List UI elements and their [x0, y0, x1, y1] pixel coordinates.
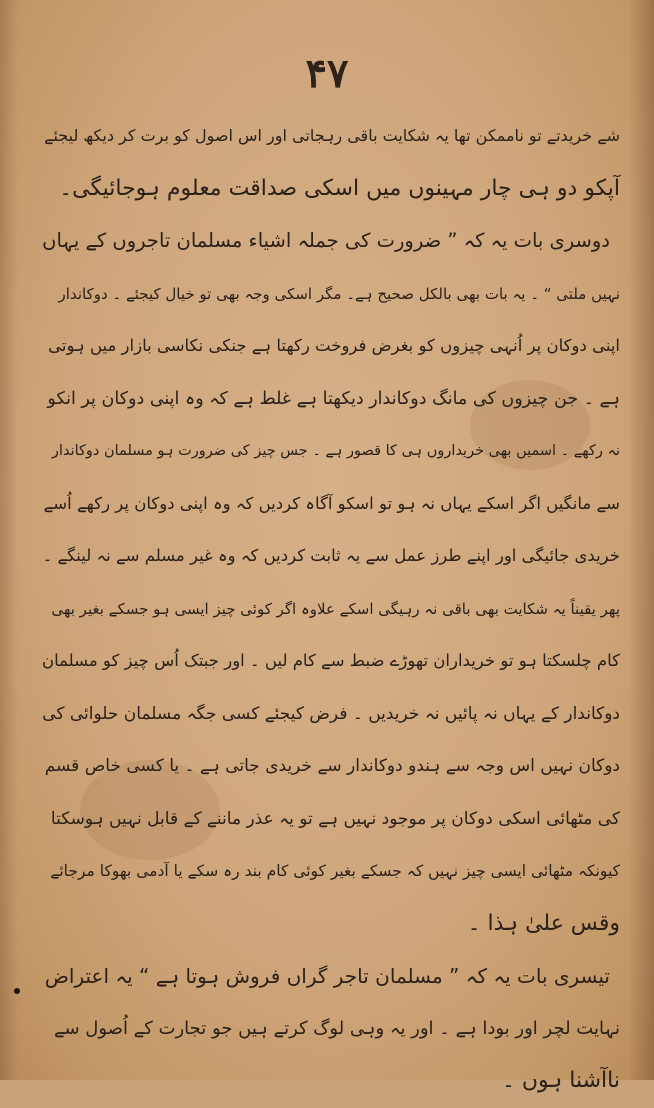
text-line: نہایت لچر اور بودا ہے ۔ اور یہ وہی لوگ کرتے ہیں جو تجارت کے اُصول سے [53, 1017, 620, 1039]
text-line: ہے ۔ جن چیزوں کی مانگ دوکاندار دیکھتا ہے غلط ہے کہ وہ اپنی دوکان پر انکو [47, 388, 620, 409]
text-line: پھر یقیناً یہ شکایت بھی باقی نہ رہیگی اسکے علاوہ اگر کوئی چیز ایسی ہو جسکے بغیر بھی [51, 599, 620, 618]
text-line: نہیں ملتی “ ۔ یہ بات بھی بالکل صحیح ہے۔ مگر اسکی وجہ بھی تو خیال کیجئے ۔ دوکاندار [58, 284, 620, 303]
page-edge-shadow-right [628, 0, 654, 1080]
body-text [42, 110, 620, 1108]
text-line: نہ رکھے ۔ اسمیں بھی خریداروں ہی کا قصور ہے ۔ جس چیز کی ضرورت ہو مسلمان دوکاندار [51, 443, 620, 459]
text-line: دوکان نہیں اس وجہ سے ہندو دوکاندار سے خریدی جاتی ہے ۔ یا کسی خاص قسم [44, 756, 620, 776]
text-line: دوسری بات یہ کہ ” ضرورت کی جملہ اشیاء مسلمان تاجروں کے یہاں [42, 229, 610, 252]
text-line: آپکو دو ہی چار مہینوں میں اسکی صداقت معلوم ہوجائیگی۔ [59, 175, 620, 201]
text-line: اپنی دوکان پر اُنہی چیزوں کو بغرض فروخت رکھتا ہے جنکی نکاسی بازار میں ہوتی [48, 336, 620, 355]
text-line: کیونکہ مٹھائی ایسی چیز نہیں کہ جسکے بغیر کوئی کام بند رہ سکے یا آدمی بھوکا مرجائے [50, 862, 620, 880]
text-line: دوکاندار کے یہاں نہ پائیں نہ خریدیں ۔ فرض کیجئے کسی جگہ مسلمان حلوائی کی [42, 703, 620, 724]
text-line: کی مٹھائی اسکی دوکان پر موجود نہیں ہے تو یہ عذر ماننے کے قابل نہیں ہوسکتا [50, 808, 620, 829]
text-line: کام چلسکتا ہو تو خریداران تھوڑے ضبط سے کام لیں ۔ اور جبتک اُس چیز کو مسلمان [41, 651, 620, 670]
text-line: ناآشنا ہوں ۔ [501, 1068, 620, 1093]
text-line: سے مانگیں اگر اسکے یہاں نہ ہو تو اسکو آگاہ کردیں کہ وہ اپنی دوکان پر رکھے اُسے [43, 493, 620, 513]
text-line: شے خریدتے تو ناممکن تھا یہ شکایت باقی رہجاتی اور اس اصول کو برت کر دیکھ لیجئے [44, 126, 620, 145]
page-edge-shadow-left [0, 0, 18, 1080]
text-line: وقس علیٰ ہذا ۔ [467, 910, 620, 936]
ink-dot [14, 988, 20, 994]
text-line: خریدی جائیگی اور اپنے طرز عمل سے یہ ثابت کردیں کہ وہ غیر مسلم سے نہ لینگے ۔ [42, 546, 620, 565]
page-number: ۴۷ [305, 50, 349, 97]
text-line: تیسری بات یہ کہ ” مسلمان تاجر گراں فروش ہوتا ہے “ یہ اعتراض [44, 964, 610, 988]
